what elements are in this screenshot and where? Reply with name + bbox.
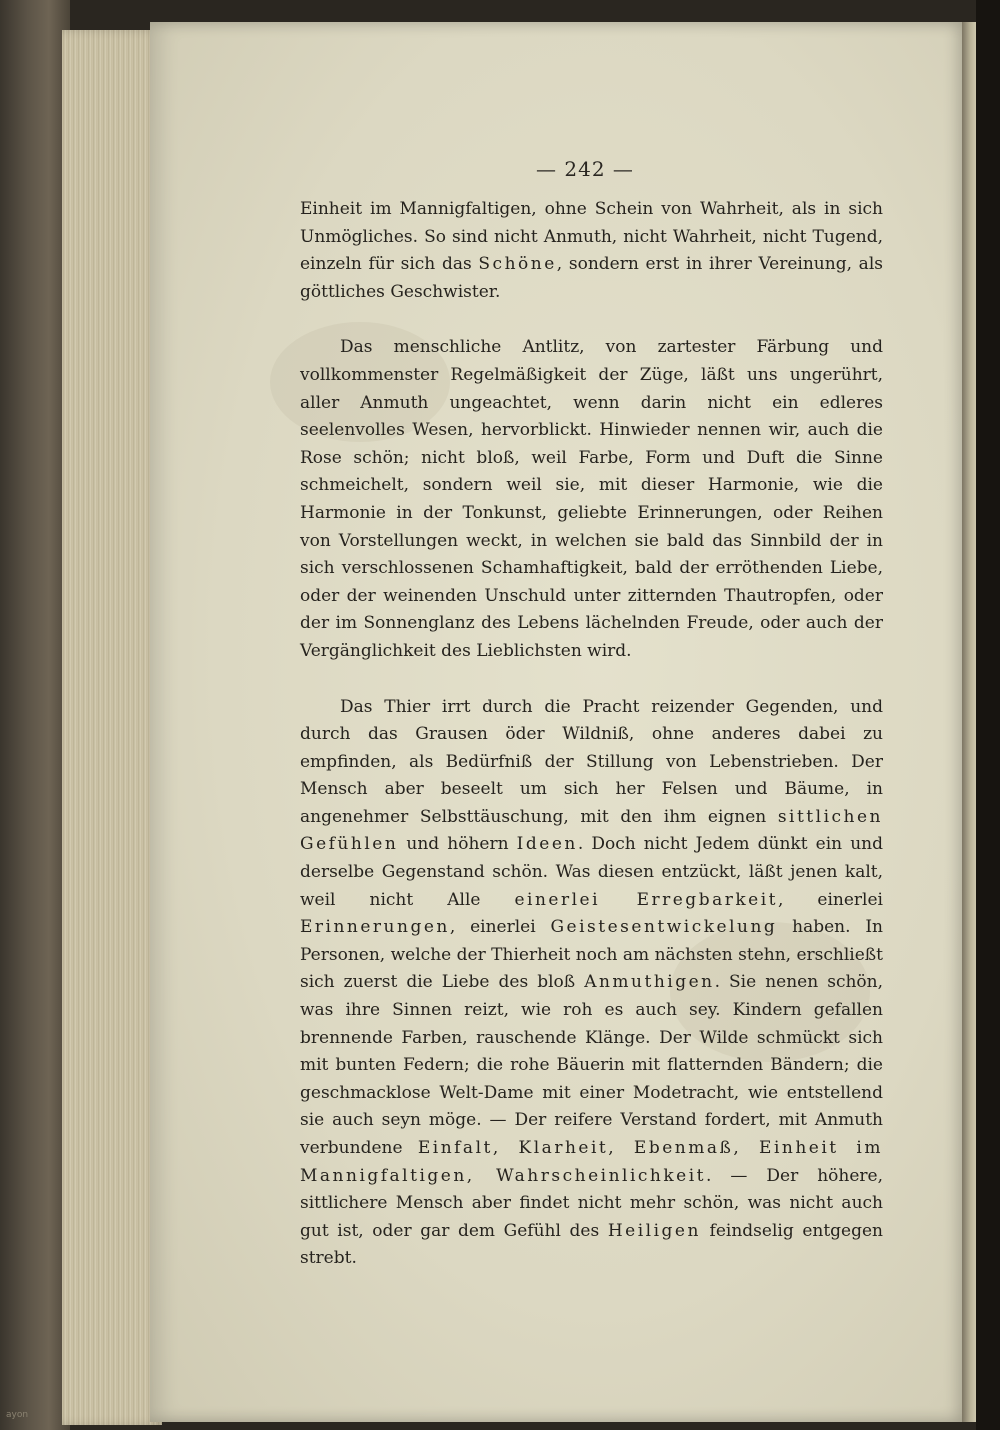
- page-number: — 242 —: [536, 157, 634, 181]
- text-segment: , einerlei: [449, 917, 551, 938]
- text-segment: , einerlei: [777, 889, 883, 910]
- emphasis-text: Erinnerungen: [300, 917, 450, 938]
- page-edge-stack: [62, 30, 162, 1425]
- right-cover: [976, 0, 1000, 1430]
- emphasis-text: einerlei Erregbarkeit: [514, 889, 778, 910]
- paragraph: [300, 694, 883, 1273]
- next-page-edge: [962, 22, 976, 1422]
- text-segment: . Sie nenen schön, was ihre Sinnen reizt, wie roh es auch sey. Kindern gefallen brennende Farben, rauschende Klänge. Der Wilde schmückt sich mit bunten Federn; die rohe Bäuerin mit flatternden Bändern; die geschmacklose Welt‑Dame mit einer Modetracht, wie entstellend sie auch seyn möge. — Der reifere Verstand fordert, mit Anmuth verbundene: [300, 972, 883, 1158]
- corner-mark: ayon: [6, 1410, 29, 1420]
- emphasis-text: sittlichen Gefühlen: [300, 806, 883, 855]
- text-segment: Das Thier irrt durch die Pracht reizender Gegenden, und durch das Grausen öder Wildniß, ohne anderes dabei zu empfinden, als Bedürfniß der Stillung von Lebenstrieben. Der Mensch aber beseelt um sich her Felsen und Bäume, in angenehmer Selbsttäuschung, mit den ihm eignen: [300, 696, 883, 827]
- text-segment: . Doch nicht Jedem dünkt ein und derselbe Gegenstand schön. Was diesen entzückt, läßt jenen kalt, weil nicht Alle: [300, 834, 883, 910]
- paragraph: [300, 334, 883, 665]
- emphasis-text: Ideen: [516, 834, 578, 855]
- emphasis-text: Geistesentwickelung: [550, 917, 778, 938]
- left-cover-binding: [0, 0, 70, 1430]
- text-segment: und höhern: [398, 834, 517, 855]
- text-segment: Das menschliche Antlitz, von zartester Färbung und vollkommenster Regelmäßigkeit der Züge, läßt uns ungerührt, aller Anmuth ungeachtet, wenn darin nicht ein edleres seelenvolles Wesen, hervorblickt. Hinwieder nennen wir, auch die Rose schön; nicht bloß, weil Farbe, Form und Duft die Sinne schmeichelt, sondern weil sie, mit dieser Harmonie, wie die Harmonie in der Tonkunst, geliebte Erinnerungen, oder Reihen von Vorstellungen weckt, in welchen sie bald das Sinnbild der in sich verschlossenen Schamhaftigkeit, bald der erröthenden Liebe, oder der weinenden Unschuld unter zitternden Thautropfen, oder der im Sonnenglanz des Lebens lächelnden Freude, oder auch der Vergänglichkeit des Lieblichsten wird.: [300, 337, 883, 661]
- emphasis-text: Einfalt, Klarheit, Ebenmaß, Einheit im Mannigfaltigen, Wahrscheinlichkeit: [300, 1138, 883, 1186]
- text-segment: haben. In Personen, welche der Thierheit noch am nächsten stehn, erschließt sich zuerst die Liebe des bloß: [300, 917, 883, 993]
- paragraph: [300, 196, 883, 306]
- emphasis-text: Anmuthigen: [584, 972, 715, 993]
- text-segment: . — Der höhere, sittlichere Mensch aber findet nicht mehr schön, was nicht auch gut ist, oder gar dem Gefühl des: [300, 1165, 884, 1241]
- emphasis-text: Heiligen: [607, 1220, 701, 1241]
- text-segment: Einheit im Mannigfaltigen, ohne Schein von Wahrheit, als in sich Unmögliches. So sind nicht Anmuth, nicht Wahrheit, nicht Tugend, einzeln für sich das: [300, 199, 883, 275]
- text-segment: , sondern erst in ihrer Vereinung, als göttliches Geschwister.: [300, 254, 883, 302]
- emphasis-text: Schöne: [478, 254, 557, 275]
- text-segment: feindselig entgegen strebt.: [300, 1220, 883, 1269]
- body-text: [300, 196, 883, 1273]
